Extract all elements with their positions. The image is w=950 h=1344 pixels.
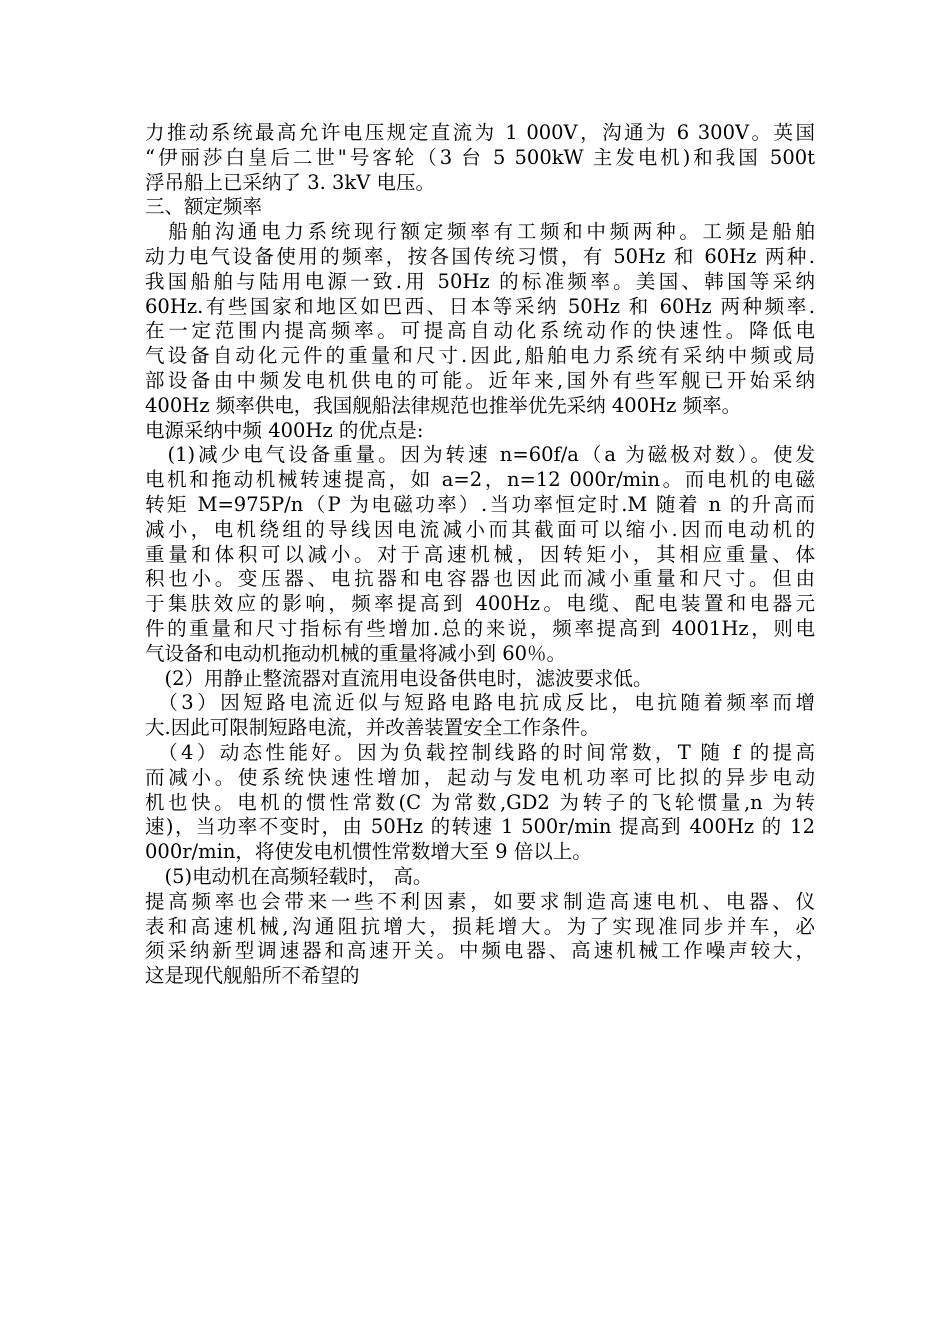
text-line: 表和高速机械,沟通阻抗增大，损耗增大。为了实现准同步并车，必 [145,914,815,938]
text-line: 转矩 M=975P/n（P 为电磁功率）.当功率恒定时.M 随着 n 的升高而 [145,492,815,516]
text-line: 提高频率也会带来一些不利因素，如要求制造高速电机、电器、仪 [145,889,815,913]
text-line: （4）动态性能好。因为负载控制线路的时间常数，T 随 f 的提高 [145,740,815,764]
text-line: 速)，当功率不变时，由 50Hz 的转速 1 500r/min 提高到 400Hz 的 12 [145,815,815,839]
text-line: 000r/min，将使发电机惯性常数增大至 9 倍以上。 [145,840,592,864]
text-line: 浮吊船上已采纳了 3. 3kV 电压。 [145,170,436,194]
text-line: 重量和体积可以减小。对于高速机械，因转矩小，其相应重量、体 [145,542,815,566]
text-line: 在一定范围内提高频率。可提高自动化系统动作的快速性。降低电 [145,319,815,343]
text-line: 须采纳新型调速器和高速开关。中频电器、高速机械工作噪声较大， [145,939,815,963]
text-line: 积也小。变压器、电抗器和电容器也因此而减小重量和尺寸。但由 [145,567,815,591]
document-body [145,121,815,989]
text-line: 电机和拖动机械转速提高，如 a=2，n=12 000r/min。而电机的电磁 [145,468,815,492]
text-line: 而减小。使系统快速性增加，起动与发电机功率可比拟的异步电动 [145,765,815,789]
text-line: 件的重量和尺寸指标有些增加.总的来说，频率提高到 4001Hz，则电 [145,616,815,640]
text-line: 电源采纳中频 400Hz 的优点是: [145,418,424,442]
text-line: 减小，电机绕组的导线因电流减小而其截面可以缩小.因而电动机的 [145,517,815,541]
text-line: 力推动系统最高允许电压规定直流为 1 000V，沟通为 6 300V。英国 [145,121,815,144]
text-line: 我国船舶与陆用电源一致.用 50Hz 的标准频率。美国、韩国等采纳 [145,269,815,293]
text-line: 60Hz.有些国家和地区如巴西、日本等采纳 50Hz 和 60Hz 两种频率. [145,294,815,318]
text-line: 于集肤效应的影响，频率提高到 400Hz。电缆、配电装置和电器元 [145,592,815,616]
text-line: （3）因短路电流近似与短路电路电抗成反比，电抗随着频率而增 [145,691,815,715]
text-line: 400Hz 频率供电，我国舰船法律规范也推举优先采纳 400Hz 频率。 [145,393,742,417]
text-line: 大.因此可限制短路电流，并改善装置安全工作条件。 [145,716,600,740]
text-line: 船舶沟通电力系统现行额定频率有工频和中频两种。工频是船舶 [145,220,815,244]
text-line: 机也快。电机的惯性常数(C 为常数,GD2 为转子的飞轮惯量,n 为转 [145,790,815,814]
text-line: (1)减少电气设备重量。因为转速 n=60f/a（a 为磁极对数）。使发 [145,443,815,467]
text-line: 动力电气设备使用的频率，按各国传统习惯，有 50Hz 和 60Hz 两种. [145,244,815,268]
text-line: 三、额定频率 [145,195,263,219]
text-line: (5)电动机在高频轻载时， 高。 [145,864,433,888]
text-line: “伊丽莎白皇后二世"号客轮（3 台 5 500kW 主发电机)和我国 500t [145,145,815,169]
text-line: (2）用静止整流器对直流用电设备供电时，滤波要求低。 [145,666,653,690]
text-line: 气设备自动化元件的重量和尺寸.因此,船舶电力系统有采纳中频或局 [145,344,815,368]
text-line: 气设备和电动机拖动机械的重量将减小到 60％。 [145,641,567,665]
text-line: 这是现代舰船所不希望的 [145,964,360,988]
text-line: 部设备由中频发电机供电的可能。近年来,国外有些军舰已开始采纳 [145,368,815,392]
